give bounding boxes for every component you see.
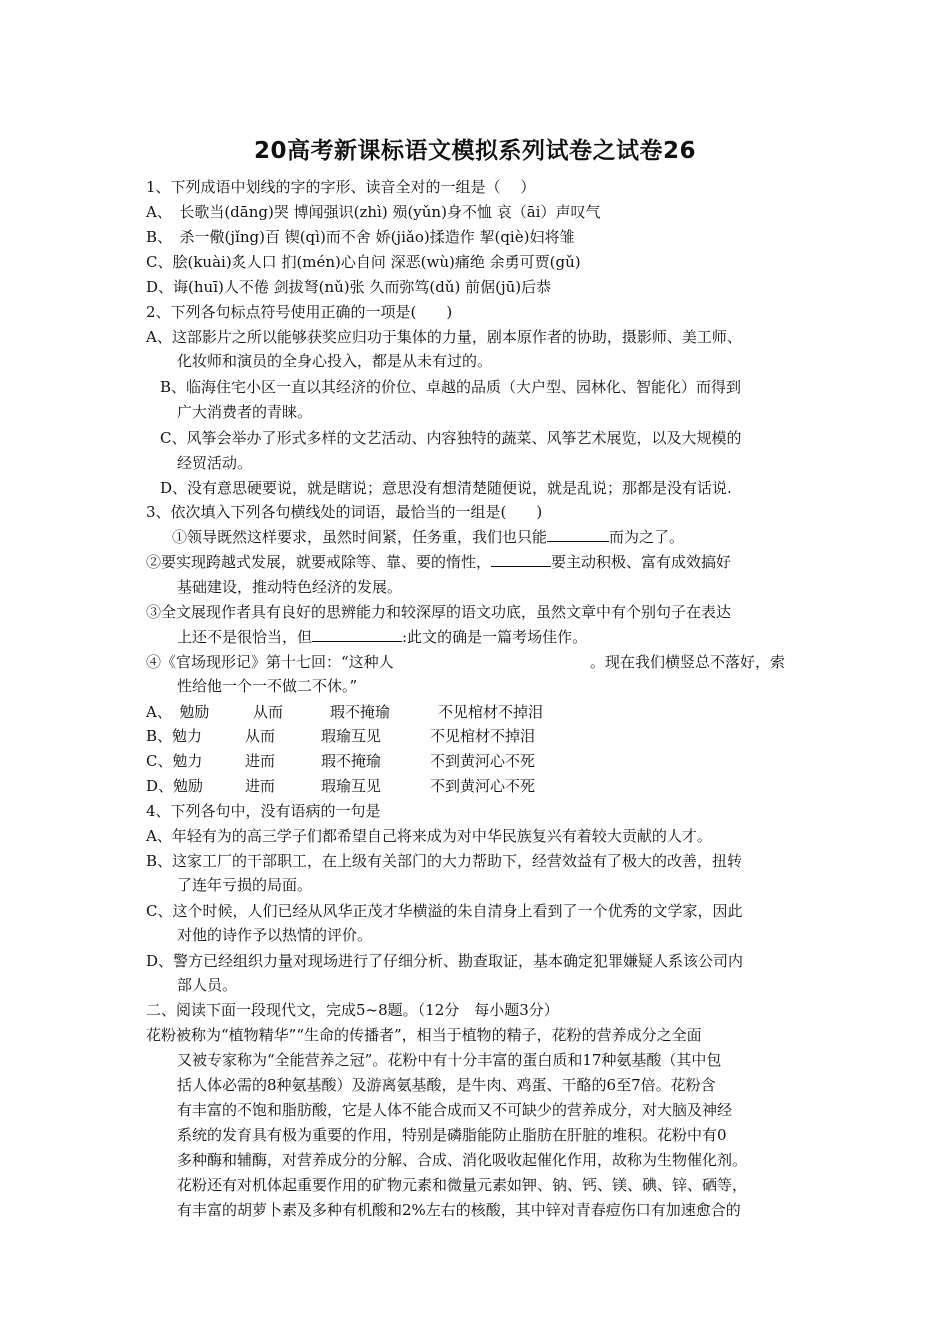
q3-option-word: 瑕瑜互见 xyxy=(321,777,382,795)
q4-option-b-line1: B、这家工厂的干部职工，在上级有关部门的大力帮助下，经营效益有了极大的改善，扭转 xyxy=(146,852,743,870)
q2-option-c-line2: 经贸活动。 xyxy=(177,454,253,472)
q3-s3-text-b: 上还不是很恰当，但 xyxy=(177,628,313,646)
q4-option-d-line2: 部人员。 xyxy=(177,976,238,994)
q4-option-a: A、年轻有为的高三学子们都希望自己将来成为对中华民族复兴有着较大贡献的人才。 xyxy=(146,827,712,845)
q3-option-word: 从而 xyxy=(245,727,276,745)
q3-option-word: 进而 xyxy=(245,752,276,770)
answer-blank xyxy=(312,627,402,642)
q3-sentence-1 xyxy=(172,527,684,547)
q3-stem: 3、依次填入下列各句横线处的词语，最恰当的一组是( ) xyxy=(146,503,543,521)
q2-option-a-line1: A、这部影片之所以能够获奖应归功于集体的力量，剧本原作者的协助，摄影师、美工师、 xyxy=(146,328,742,346)
q3-option-word: 不见棺材不掉泪 xyxy=(438,703,544,721)
q3-sentence-4: ④《官场现形记》第十七回：“这种人 xyxy=(146,653,394,671)
q3-sentence-3-cont xyxy=(177,627,587,647)
q3-option-label: C、勉力 xyxy=(146,752,203,770)
passage-line: 有丰富的不饱和脂肪酸，它是人体不能合成而又不可缺少的营养成分，对大脑及神经 xyxy=(177,1101,733,1119)
q1-option-b: B、 杀一儆(jǐng)百 锲(qì)而不舍 娇(jiǎo)揉造作 挈(qiè)妇将雏 xyxy=(146,228,575,246)
q1-option-a: A、 长歌当(dāng)哭 博闻强识(zhì) 殒(yǔn)身不恤 哀（āi）声叹气 xyxy=(146,203,601,221)
passage-line: 括人体必需的8种氨基酸）及游离氨基酸，是牛肉、鸡蛋、干酪的6至7倍。花粉含 xyxy=(177,1076,716,1094)
q3-option-word: 进而 xyxy=(245,777,276,795)
q3-option-word: 从而 xyxy=(253,703,284,721)
q3-s1-text-a: ①领导既然这样要求，虽然时间紧，任务重，我们也只能 xyxy=(172,528,548,546)
q3-sentence-3: ③全文展现作者具有良好的思辨能力和较深厚的语文功底，虽然文章中有个别句子在表达 xyxy=(146,603,732,621)
passage-line: 花粉还有对机体起重要作用的矿物元素和微量元素如钾、钠、钙、镁、碘、锌、硒等， xyxy=(177,1176,748,1194)
answer-blank xyxy=(547,527,609,542)
q2-option-a-line2: 化妆师和演员的全身心投入，都是从未有过的。 xyxy=(177,352,493,370)
q3-option-label: D、勉励 xyxy=(146,777,204,795)
q3-option-word: 瑕瑜互见 xyxy=(321,727,382,745)
q4-option-d-line1: D、警方已经组织力量对现场进行了仔细分析、勘查取证，基本确定犯罪嫌疑人系该公司内 xyxy=(146,952,744,970)
passage-line: 又被专家称为“全能营养之冠”。花粉中有十分丰富的蛋白质和17种氨基酸（其中包 xyxy=(177,1051,722,1069)
q2-stem: 2、下列各句标点符号使用正确的一项是( ) xyxy=(146,303,453,321)
q3-s2-text-a: ②要实现跨越式发展，就要戒除等、靠、要的惰性， xyxy=(146,553,492,571)
page-title: 20高考新课标语文模拟系列试卷之试卷26 xyxy=(253,138,696,164)
q3-option-word: 不见棺材不掉泪 xyxy=(430,727,536,745)
q3-option-word: 瑕不掩瑜 xyxy=(321,752,382,770)
passage-line: 多种酶和辅酶，对营养成分的分解、合成、消化吸收起催化作用，故称为生物催化剂。 xyxy=(177,1151,748,1169)
q4-option-b-line2: 了连年亏损的局面。 xyxy=(177,876,313,894)
q1-option-d: D、诲(huī)人不倦 剑拔弩(nǔ)张 久而弥笃(dǔ) 前倨(jū)后恭 xyxy=(146,278,552,296)
q1-stem: 1、下列成语中划线的字的字形、读音全对的一组是（ ） xyxy=(146,178,536,196)
q1-option-c: C、脍(kuài)炙人口 扪(mén)心自问 深恶(wù)痛绝 余勇可贾(gǔ) xyxy=(146,253,581,271)
passage-line: 有丰富的胡萝卜素及多种有机酸和2%左右的核酸，其中锌对青春痘伤口有加速愈合的 xyxy=(177,1201,741,1219)
q2-option-d: D、没有意思硬要说，就是瞎说；意思没有想清楚随便说，就是乱说；那都是没有话说. xyxy=(160,479,732,497)
q3-s3-text-c: :此文的确是一篇考场佳作。 xyxy=(402,628,588,646)
q3-option-word: 不到黄河心不死 xyxy=(430,752,536,770)
q4-option-c-line2: 对他的诗作予以热情的评价。 xyxy=(177,926,373,944)
q3-option-label: B、勉力 xyxy=(146,727,203,745)
q3-sentence-2 xyxy=(146,552,731,572)
passage-line: 花粉被称为“植物精华”“生命的传播者”，相当于植物的精子，花粉的营养成分之全面 xyxy=(146,1026,702,1044)
passage-line: 系统的发育具有极为重要的作用，特别是磷脂能防止脂肪在肝脏的堆积。花粉中有0 xyxy=(177,1126,727,1144)
answer-blank xyxy=(491,552,551,567)
q3-s1-text-b: 而为之了。 xyxy=(609,528,685,546)
q3-sentence-2-cont: 基础建设，推动特色经济的发展。 xyxy=(177,578,403,596)
section2-heading: 二、阅读下面一段现代文，完成5~8题。（12分 每小题3分） xyxy=(146,1001,559,1019)
q2-option-c-line1: C、风筝会举办了形式多样的文艺活动、内容独特的蔬菜、风筝艺术展览，以及大规模的 xyxy=(160,429,742,447)
q3-option-word: 不到黄河心不死 xyxy=(430,777,536,795)
q3-option-label: A、 勉励 xyxy=(146,703,210,721)
q4-option-c-line1: C、这个时候，人们已经从风华正茂才华横溢的朱自清身上看到了一个优秀的文学家，因此 xyxy=(146,902,743,920)
q4-stem: 4、下列各句中，没有语病的一句是 xyxy=(146,802,381,820)
q3-sentence-4-tail: 。现在我们横竖总不落好，索 xyxy=(590,653,786,671)
q2-option-b-line2: 广大消费者的青睐。 xyxy=(177,403,313,421)
q3-sentence-4-cont: 性给他一个一不做二不休。” xyxy=(177,677,358,695)
q2-option-b-line1: B、临海住宅小区一直以其经济的价位、卓越的品质（大户型、园林化、智能化）而得到 xyxy=(160,378,742,396)
q3-option-word: 瑕不掩瑜 xyxy=(330,703,391,721)
q3-s2-text-b: 要主动积极、富有成效搞好 xyxy=(551,553,732,571)
